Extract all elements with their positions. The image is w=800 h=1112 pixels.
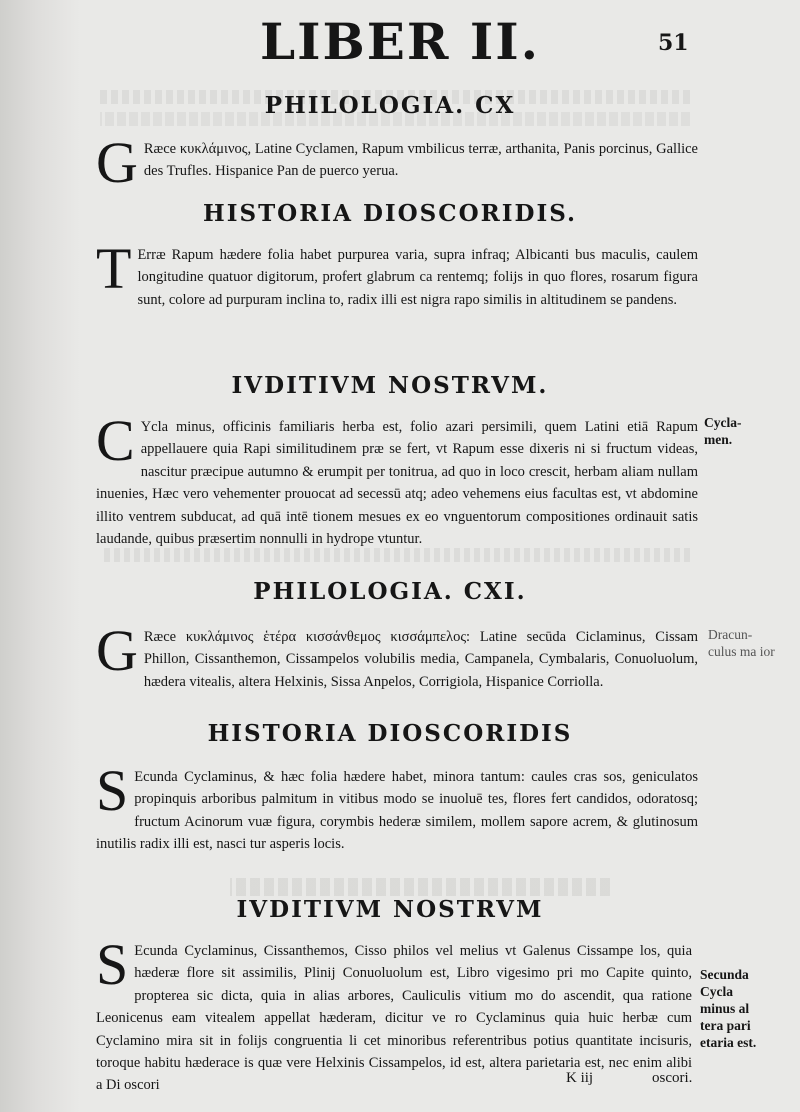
bleed-through-4 xyxy=(230,878,610,896)
folio-number: 51 xyxy=(658,30,689,56)
paragraph-text: Ecunda Cyclaminus, Cissanthemos, Cisso philos vel melius vt Galenus Cissampe los, quia hæderæ flore sit assimilis, Plinij Conuoluolum est, Libro vigesimo pri mo Capite quinto, propterea sic dicta, quia in alias arbores, Cauliculis vitium mo do ascendit, qua ratione Leonicenus eam vitealem appellat hæderam, dicitur ve ro Cyclaminus quia huic herbæ cum Cyclamino mira sit in folijs congruentia li cet minoribus referentribus potius quantitate incisuris, toroque habitu hæderace is quæ vere Helxinis Cissampelos, id est, altera parietaria est, nec enim alibi a Di oscori xyxy=(96,943,692,1094)
drop-cap: C xyxy=(96,408,135,473)
section-text-iuditium-1 xyxy=(96,408,698,550)
running-head: LIBER II. xyxy=(259,12,541,71)
paragraph-text: Ræce κυκλάμινος ἑτέρα κισσάνθεμος κισσάμπελος: Latine secūda Ciclaminus, Cissam Phillon, Cissanthemon, Cissampelos volubilis media, Campanela, Cymbalaris, Conuoluolum, hædera vitealis, altera Helxinis, Sissa Anpelos, Corrigiola, Hispanice Corriolla. xyxy=(143,629,698,690)
section-text-historia-2 xyxy=(96,758,698,856)
drop-cap: T xyxy=(96,236,132,301)
drop-cap: S xyxy=(96,932,129,997)
section-text-philologia-cx xyxy=(96,130,698,195)
drop-cap: G xyxy=(96,130,138,195)
section-heading-iuditium-1: IVDITIVM NOSTRVM. xyxy=(231,372,549,399)
section-heading-historia-2: HISTORIA DIOSCORIDIS xyxy=(207,720,573,747)
paragraph-text: Erræ Rapum hædere folia habet purpurea varia, supra infraq; Albicanti bus maculis, caulem longitudine quatuor digitorum, profert glabrum ca rentemq; folijs in quo flores, rosarum figura sunt, colore ad purpuram inclina to, radix illi est nigra rapo similis in altitudinem se pandens. xyxy=(137,247,698,308)
paragraph-text: Ræce κυκλάμινος, Latine Cyclamen, Rapum vmbilicus terræ, arthanita, Panis porcinus, Gallice des Trufles. Hispanice Pan de puerco yerua. xyxy=(143,141,698,180)
section-text-iuditium-2 xyxy=(96,932,692,1097)
drop-cap: G xyxy=(96,618,138,683)
catchword: oscori. xyxy=(652,1070,693,1086)
page-gutter-shadow xyxy=(0,0,80,1112)
paragraph-text: Ycla minus, officinis familiaris herba est, folio azari persimili, quem Latini etiā Rapum appellauere quia Rapi similitudinem præ se fert, vt Rapum esse dixeris ni si fructum videas, nascitur præcipue autumno & erumpit per tonitrua, ad quo in loco crescit, herbam aliam nullam inuenies, Hæc vero vehementer prouocat ad secessū atq; adeo vehemens eius facultas est, vt abdomine illito ventrem subducat, ad quā intē tionem mesues ex eo vnguentorum compositiones ordinauit satis laudande, quibus præsertim nonnulli in hydrope vtuntur. xyxy=(96,419,698,548)
section-text-historia-1 xyxy=(96,236,698,311)
section-heading-philologia-cxi: PHILOLOGIA. CXI. xyxy=(253,578,527,605)
margin-note-secunda: Secunda Cycla minus al tera pari etaria est. xyxy=(700,967,757,1050)
paragraph-text: Ecunda Cyclaminus, & hæc folia hædere habet, minora tantum: caules cras sos, geniculatos propinquis arboribus palmitum in vitibus modo se inuoluē tes, flores fert candidos, odoratosq; fructum Acinorum vuæ figura, corymbis hederæ similem, mollem sapore acrem, & glutinosum inutilis radix illi est, nasci tur asperis locis. xyxy=(96,769,698,853)
drop-cap: S xyxy=(96,758,129,823)
section-heading-philologia-cx: PHILOLOGIA. CX xyxy=(264,92,516,119)
signature-mark: K iij xyxy=(566,1070,594,1086)
section-heading-historia-1: HISTORIA DIOSCORIDIS. xyxy=(202,200,578,227)
margin-note-dracunculus: Dracun- culus ma ior xyxy=(708,627,775,659)
margin-note-cyclamen: Cycla- men. xyxy=(704,415,742,447)
section-text-philologia-cxi xyxy=(96,618,698,693)
section-heading-iuditium-2: IVDITIVM NOSTRVM xyxy=(236,896,544,923)
